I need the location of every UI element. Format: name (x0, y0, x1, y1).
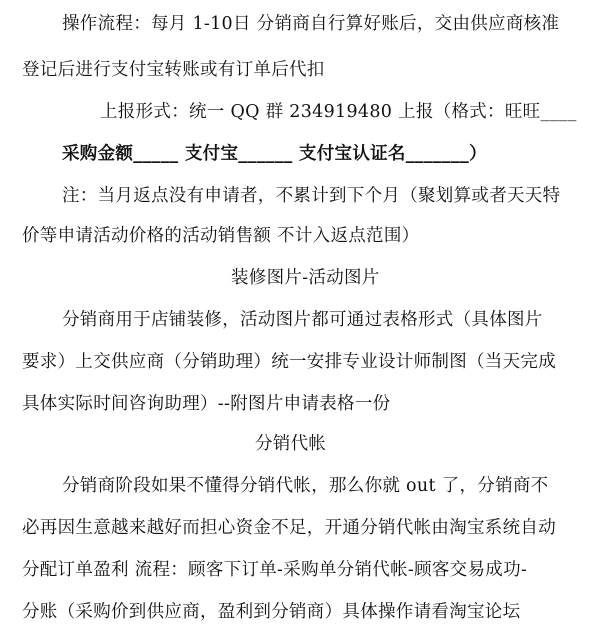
text-line-5: 注：当月返点没有申请者，不累计到下个月（聚划算或者天天特 (62, 186, 561, 206)
text-line-9: 要求）上交供应商（分销助理）统一安排专业设计师制图（当天完成 (22, 352, 556, 372)
text-line-10: 具体实际时间咨询助理）--附图片申请表格一份 (22, 394, 391, 414)
text-line-8: 分销商用于店铺装修，活动图片都可通过表格形式（具体图片 (62, 310, 543, 330)
text-line-3: 上报形式：统一 QQ 群 234919480 上报（格式：旺旺____ (100, 102, 577, 122)
text-line-2: 登记后进行支付宝转账或有订单后代扣 (22, 60, 325, 80)
text-line-13: 必再因生意越来越好而担心资金不足，开通分销代帐由淘宝系统自动 (22, 518, 556, 538)
section-heading-decoration: 装修图片-活动图片 (231, 268, 380, 288)
text-line-1: 操作流程：每月 1-10日 分销商自行算好账后，交由供应商核准 (62, 14, 560, 34)
text-line-6: 价等申请活动价格的活动销售额 不计入返点范围） (22, 226, 420, 246)
section-heading-agency: 分销代帐 (255, 434, 327, 454)
text-line-14: 分配订单盈利 流程：顾客下订单-采购单分销代帐-顾客交易成功- (22, 560, 528, 580)
text-line-12: 分销商阶段如果不懂得分销代帐，那么你就 out 了，分销商不 (62, 476, 549, 496)
text-line-15: 分账（采购价到供应商，盈利到分销商）具体操作请看淘宝论坛 (22, 602, 521, 622)
text-line-4: 采购金额_____ 支付宝______ 支付宝认证名_______） (62, 144, 487, 164)
